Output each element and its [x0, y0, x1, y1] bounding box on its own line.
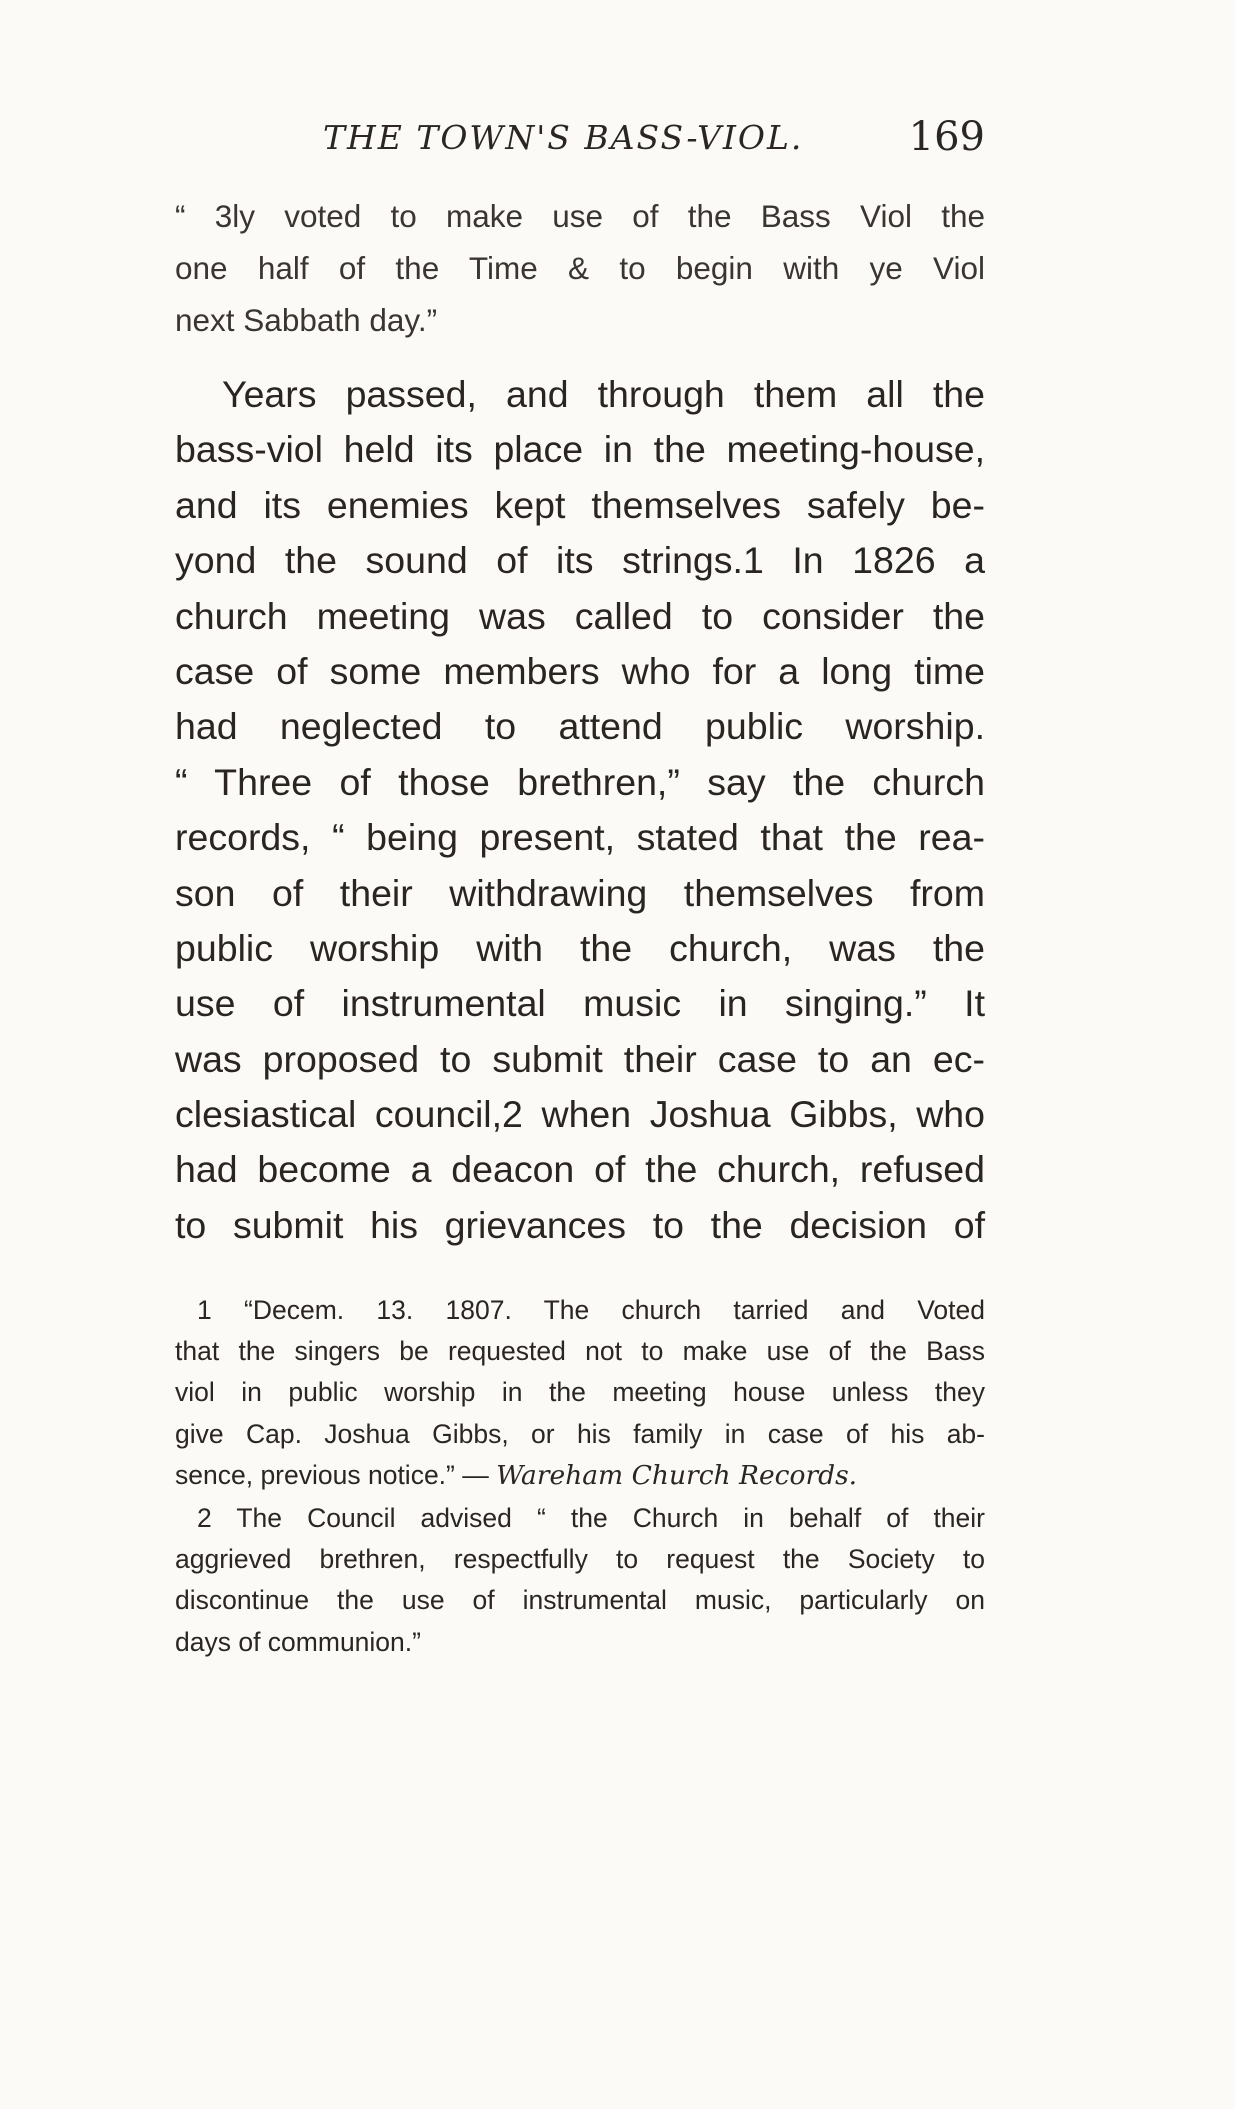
footnote-line: 2 The Council advised “ the Church in behalf of their [197, 1503, 985, 1533]
footnote-line: viol in public worship in the meeting house unless they [175, 1377, 985, 1408]
text-line: to submit his grievances to the decision of [175, 1203, 985, 1246]
text-line: bass-viol held its place in the meeting-house, [175, 428, 985, 471]
page-header [175, 114, 985, 178]
text-line: yond the sound of its strings.1 In 1826 a [175, 539, 985, 582]
text-line: and its enemies kept themselves safely be- [175, 483, 985, 526]
text-line: Years passed, and through them all the [222, 373, 985, 415]
footnote-text: sence, previous notice.” — [175, 1459, 489, 1490]
footnote-line: that the singers be requested not to make use of the Bass [175, 1336, 985, 1367]
paragraph-main [175, 367, 985, 1253]
text-line: “ Three of those brethren,” say the church [175, 760, 985, 803]
text-line: had neglected to attend public worship. [175, 705, 985, 748]
footnote-line: give Cap. Joshua Gibbs, or his family in case of his ab- [175, 1418, 985, 1449]
footnotes [175, 1290, 985, 1657]
text-line: one half of the Time & to begin with ye Viol [175, 250, 985, 286]
text-line: clesiastical council,2 when Joshua Gibbs, who [175, 1093, 985, 1136]
paragraph-quote [175, 190, 985, 346]
footnote-line: aggrieved brethren, respectfully to request the Society to [175, 1544, 985, 1575]
body-text [175, 190, 985, 1246]
text-line: was proposed to submit their case to an ec- [175, 1037, 985, 1080]
text-line: use of instrumental music in singing.” It [175, 982, 985, 1025]
text-line: case of some members who for a long time [175, 649, 985, 692]
footnote-2 [175, 1498, 985, 1663]
running-head: THE TOWN'S BASS-VIOL. [323, 118, 804, 157]
footnote-line [175, 1455, 985, 1496]
page-number: 169 [908, 114, 985, 160]
footnote-1 [175, 1290, 985, 1496]
text-line: had become a deacon of the church, refused [175, 1148, 985, 1191]
footnote-line: discontinue the use of instrumental music, particularly on [175, 1585, 985, 1616]
text-line: “ 3ly voted to make use of the Bass Viol the [175, 198, 985, 234]
footnote-line: 1 “Decem. 13. 1807. The church tarried and Voted [197, 1295, 985, 1325]
text-line: public worship with the church, was the [175, 926, 985, 969]
text-line: records, “ being present, stated that the rea- [175, 816, 985, 859]
text-line: church meeting was called to consider the [175, 594, 985, 637]
text-line: son of their withdrawing themselves from [175, 871, 985, 914]
footnote-line: days of communion.” [175, 1626, 421, 1657]
text-line: next Sabbath day.” [175, 302, 438, 338]
source-citation: Wareham Church Records. [496, 1459, 858, 1491]
